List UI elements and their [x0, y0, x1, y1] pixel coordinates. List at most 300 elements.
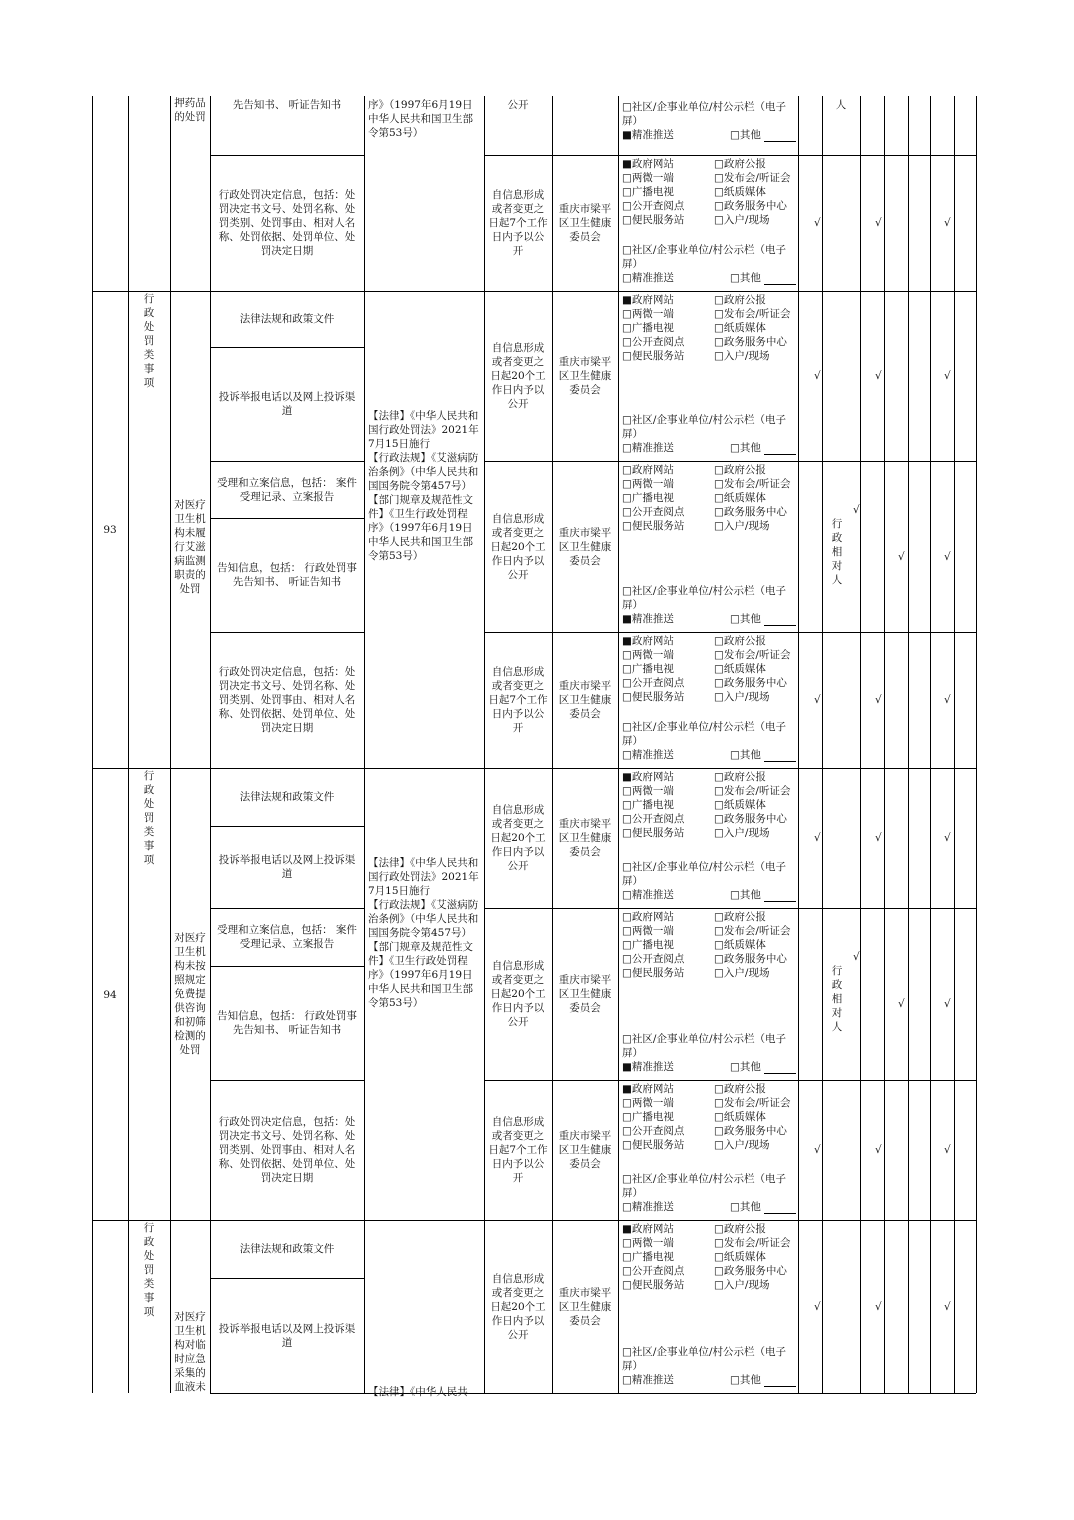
channel-tv: [622, 491, 674, 505]
channel-reading: [622, 676, 684, 690]
tick-mark: √: [814, 1144, 821, 1156]
checkbox-icon: □: [622, 308, 632, 320]
channel-tv: [622, 662, 674, 676]
channel-label: 便民服务站: [631, 1279, 685, 1291]
channel-board: [622, 413, 796, 441]
content-cell: [214, 768, 360, 826]
checkbox-icon: ■: [622, 294, 632, 306]
channel-label: 发布会/听证会: [723, 308, 791, 320]
channel-two-one: [622, 648, 674, 662]
channel-service-center: [714, 952, 787, 966]
checkbox-icon: □: [622, 861, 632, 873]
channel-push: [622, 1060, 674, 1074]
checkbox-icon: □: [622, 799, 632, 811]
legal-basis-text: 【法律】《中华人民共和国行政处罚法》2021年7月15日施行 【行政法规】《艾滋病防治条例》（中华人民共和国国务院令第457号） 【部门规章及规范性文件】《卫生行政处罚程序》（1997年6月19日中华人民共和国卫生部令第53号）: [368, 857, 479, 1009]
checkbox-icon: □: [622, 1201, 632, 1213]
channel-label: 政府网站: [631, 294, 674, 306]
channel-other: [730, 612, 761, 626]
item-name-tail-text: 押药品的处罚: [174, 97, 206, 123]
time-cell: [488, 908, 548, 1080]
tick-mark: √: [814, 832, 821, 844]
channel-label: 公开查阅点: [631, 813, 685, 825]
checkbox-icon: □: [622, 1279, 632, 1291]
checkbox-icon: □: [622, 925, 632, 937]
channel-label: 纸质媒体: [723, 186, 766, 198]
channel-label: 公开查阅点: [631, 1125, 685, 1137]
content-cell-decision-top: [216, 155, 358, 291]
content-cell: [214, 826, 360, 908]
other-underline: [764, 1213, 796, 1214]
channel-press: [714, 924, 790, 938]
channel-gov-gazette: [714, 463, 766, 477]
channel-gov-site: [622, 1082, 674, 1096]
channel-label: 政府公报: [723, 911, 766, 923]
content-cell-text: 行政处罚决定信息，包括：处罚决定书文号、处罚名称、处罚类别、处罚事由、相对人名称、处罚依据、处罚单位、处罚决定日期: [218, 666, 356, 734]
channel-label: 便民服务站: [631, 350, 685, 362]
time-cell: [488, 1220, 548, 1393]
checkbox-icon: ■: [622, 1223, 632, 1235]
channel-label: 政府公报: [723, 635, 766, 647]
channel-board: [622, 584, 796, 612]
channel-label: 政务服务中心: [723, 1125, 787, 1137]
channel-label: 其他: [739, 272, 761, 284]
channel-other: [730, 888, 761, 902]
checkbox-icon: □: [714, 350, 724, 362]
channel-service-station: [622, 690, 684, 704]
checkbox-icon: □: [714, 1279, 724, 1291]
channel-tv: [622, 1110, 674, 1124]
channel-tv: [622, 798, 674, 812]
content-cell: [216, 1080, 358, 1220]
channel-label: 两微一端: [631, 1237, 674, 1249]
channel-label: 便民服务站: [631, 967, 685, 979]
agency-cell: [556, 291, 614, 461]
checkbox-icon: □: [622, 336, 632, 348]
checkbox-icon: □: [714, 214, 724, 226]
channel-gov-gazette: [714, 770, 766, 784]
channel-gov-site: [622, 910, 674, 924]
tick-mark: √: [875, 1144, 882, 1156]
item-category: 行政处罚类事项: [143, 1222, 155, 1318]
checkbox-icon: □: [622, 827, 632, 839]
checkbox-icon: □: [714, 200, 724, 212]
channel-label: 社区/企事业单位/村公示栏（电子屏）: [622, 585, 786, 611]
channel-label: 社区/企事业单位/村公示栏（电子屏）: [622, 1033, 786, 1059]
channel-label: 政务服务中心: [723, 813, 787, 825]
channel-gov-site: [622, 293, 674, 307]
other-underline: [764, 141, 796, 142]
channel-other: [730, 748, 761, 762]
checkbox-icon: □: [622, 677, 632, 689]
channel-gov-gazette: [714, 634, 766, 648]
content-cell-text: 法律法规和政策文件: [239, 791, 335, 803]
channel-service-station: [622, 349, 684, 363]
checkbox-icon: □: [622, 939, 632, 951]
channel-push: [622, 748, 674, 762]
tick-mark: √: [853, 504, 860, 516]
checkbox-icon: □: [730, 613, 740, 625]
channel-paper: [714, 185, 766, 199]
tick-mark: √: [814, 217, 821, 229]
checkbox-icon: □: [622, 1139, 632, 1151]
channel-reading: [622, 335, 684, 349]
channel-label: 两微一端: [631, 649, 674, 661]
channel-label: 社区/企事业单位/村公示栏（电子屏）: [622, 861, 786, 887]
channel-other: [730, 1200, 761, 1214]
channel-label: 广播电视: [631, 663, 674, 675]
channel-other: [730, 128, 761, 142]
channel-label: 广播电视: [631, 799, 674, 811]
checkbox-icon: □: [622, 911, 632, 923]
content-cell: [214, 518, 360, 632]
channel-two-one: [622, 784, 674, 798]
checkbox-icon: □: [714, 478, 724, 490]
checkbox-icon: □: [730, 889, 740, 901]
channel-label: 广播电视: [631, 1111, 674, 1123]
channel-tv: [622, 938, 674, 952]
checkbox-icon: ■: [622, 635, 632, 647]
tick-mark: √: [944, 217, 951, 229]
channel-label: 广播电视: [631, 492, 674, 504]
content-cell-text: 投诉举报电话以及网上投诉渠道: [218, 1322, 356, 1349]
checkbox-icon: □: [622, 200, 632, 212]
agency-cell-text: 重庆市梁平区卫生健康委员会: [558, 1286, 612, 1327]
channel-reading: [622, 199, 684, 213]
channel-label: 政府公报: [723, 1083, 766, 1095]
checkbox-icon: □: [714, 1139, 724, 1151]
checkbox-icon: □: [714, 1125, 724, 1137]
channel-label: 其他: [739, 749, 761, 761]
tick-mark: √: [875, 370, 882, 382]
channel-onsite: [714, 690, 769, 704]
channel-paper: [714, 1250, 766, 1264]
checkbox-icon: □: [714, 294, 724, 306]
checkbox-icon: □: [730, 1201, 740, 1213]
checkbox-icon: □: [714, 1097, 724, 1109]
channel-label: 精准推送: [631, 442, 674, 454]
item-number-text: 94: [103, 989, 117, 1001]
channel-label: 其他: [739, 1061, 761, 1073]
channel-label: 其他: [739, 1374, 761, 1386]
channel-label: 精准推送: [631, 129, 674, 141]
checkbox-icon: □: [714, 939, 724, 951]
channel-label: 纸质媒体: [723, 939, 766, 951]
channel-label: 公开查阅点: [631, 506, 685, 518]
item-category: 行政处罚类事项: [143, 770, 155, 866]
channel-service-station: [622, 1138, 684, 1152]
channel-label: 入户/现场: [723, 214, 770, 226]
channel-push: [622, 1200, 674, 1214]
checkbox-icon: □: [730, 749, 740, 761]
checkbox-icon: □: [622, 272, 632, 284]
time-cell-top: [486, 98, 550, 112]
content-cell-top-text: 先告知书、 听证告知书: [232, 99, 342, 111]
checkbox-icon: □: [730, 1061, 740, 1073]
channel-press: [714, 1236, 790, 1250]
checkbox-icon: □: [714, 506, 724, 518]
checkbox-icon: □: [622, 967, 632, 979]
checkbox-icon: □: [622, 1111, 632, 1123]
item-name-text: 对医疗卫生机构未履行艾滋病监测职责的处罚: [174, 498, 206, 595]
time-cell-text: 自信息形成或者变更之日起20个工作日内予以公开: [490, 342, 546, 410]
channel-push: [622, 441, 674, 455]
subject-type: 行政相对人: [831, 965, 843, 1033]
checkbox-icon: □: [622, 492, 632, 504]
channel-service-station: [622, 519, 684, 533]
content-cell-text: 受理和立案信息，包括： 案件受理记录、立案报告: [217, 476, 357, 503]
checkbox-icon: □: [622, 1346, 632, 1358]
legal-basis: [368, 856, 482, 1010]
channel-label: 入户/现场: [723, 691, 770, 703]
channel-onsite: [714, 1138, 769, 1152]
content-cell: [216, 632, 358, 768]
channel-label: 政府公报: [723, 1223, 766, 1235]
channel-reading: [622, 505, 684, 519]
channel-label: 政务服务中心: [723, 336, 787, 348]
channel-label: 其他: [739, 613, 761, 625]
channel-service-station: [622, 213, 684, 227]
channel-two-one: [622, 477, 674, 491]
channel-label: 精准推送: [631, 272, 674, 284]
checkbox-icon: □: [622, 1265, 632, 1277]
channel-label: 两微一端: [631, 172, 674, 184]
channel-service-center: [714, 1264, 787, 1278]
other-underline: [764, 284, 796, 285]
channel-gov-site: [622, 463, 674, 477]
channel-service-station: [622, 966, 684, 980]
channel-label: 便民服务站: [631, 691, 685, 703]
checkbox-icon: □: [714, 308, 724, 320]
channel-paper: [714, 321, 766, 335]
agency-cell-text: 重庆市梁平区卫生健康委员会: [558, 526, 612, 567]
tick-mark: √: [875, 217, 882, 229]
content-cell: [214, 1220, 360, 1278]
checkbox-icon: □: [622, 1173, 632, 1185]
tick-mark: √: [944, 370, 951, 382]
tick-mark: √: [944, 832, 951, 844]
checkbox-icon: □: [622, 1097, 632, 1109]
agency-cell: [556, 155, 614, 291]
channel-onsite: [714, 213, 769, 227]
checkbox-icon: □: [622, 478, 632, 490]
content-cell: [214, 966, 360, 1080]
channel-label: 发布会/听证会: [723, 1097, 791, 1109]
channel-label: 其他: [739, 889, 761, 901]
checkbox-icon: □: [714, 771, 724, 783]
channel-label: 其他: [739, 129, 761, 141]
checkbox-icon: □: [622, 663, 632, 675]
channel-label: 纸质媒体: [723, 322, 766, 334]
checkbox-icon: □: [622, 214, 632, 226]
channel-label: 便民服务站: [631, 214, 685, 226]
channel-other: [730, 1060, 761, 1074]
checkbox-icon: □: [714, 785, 724, 797]
item-name-text: 对医疗卫生机构对临时应急采集的血液未: [174, 1310, 206, 1393]
time-cell-text: 自信息形成或者变更之日起20个工作日内予以公开: [490, 1272, 546, 1341]
channel-label: 其他: [739, 1201, 761, 1213]
channel-label: 发布会/听证会: [723, 172, 791, 184]
other-underline: [764, 625, 796, 626]
time-cell: [488, 461, 548, 632]
channel-label: 发布会/听证会: [723, 1237, 791, 1249]
channel-two-one: [622, 1236, 674, 1250]
checkbox-icon: □: [622, 172, 632, 184]
content-cell-text: 投诉举报电话以及网上投诉渠道: [218, 391, 356, 417]
checkbox-icon: □: [622, 1251, 632, 1263]
grid-line-horizontal: [210, 1393, 976, 1394]
channel-board: [622, 860, 796, 888]
channel-press: [714, 784, 790, 798]
channel-board: [622, 1032, 796, 1060]
checkbox-icon: □: [730, 272, 740, 284]
agency-cell-text: 重庆市梁平区卫生健康委员会: [558, 356, 612, 396]
checkbox-icon: □: [730, 1374, 740, 1386]
legal-basis-partial-text: 【法律】《中华人民共: [368, 1386, 468, 1398]
channel-label: 入户/现场: [723, 520, 770, 532]
legal-basis-text: 【法律】《中华人民共和国行政处罚法》2021年7月15日施行 【行政法规】《艾滋病防治条例》（中华人民共和国国务院令第457号） 【部门规章及规范性文件】《卫生行政处罚程序》（1997年6月19日中华人民共和国卫生部令第53号）: [368, 410, 479, 562]
checkbox-icon: □: [714, 663, 724, 675]
channel-gov-site: [622, 157, 674, 171]
channel-label: 政府公报: [723, 294, 766, 306]
channel-label: 纸质媒体: [723, 1111, 766, 1123]
checkbox-icon: □: [622, 691, 632, 703]
channel-service-station: [622, 1278, 684, 1292]
checkbox-icon: □: [714, 464, 724, 476]
channel-board: [622, 1172, 796, 1200]
channel-label: 社区/企事业单位/村公示栏（电子屏）: [622, 244, 786, 270]
agency-cell: [556, 632, 614, 768]
channel-service-center: [714, 1124, 787, 1138]
channel-two-one: [622, 307, 674, 321]
channel-service-center: [714, 505, 787, 519]
channel-label: 社区/企事业单位/村公示栏（电子屏）: [622, 414, 786, 440]
content-cell-text: 法律法规和政策文件: [239, 1243, 335, 1255]
tick-mark: √: [853, 951, 860, 963]
channel-label: 社区/企事业单位/村公示栏（电子屏）: [622, 721, 786, 747]
channel-press: [714, 1096, 790, 1110]
channel-label: 政府网站: [631, 635, 674, 647]
checkbox-icon: □: [622, 101, 632, 113]
tick-mark: √: [875, 832, 882, 844]
channel-label: 政府公报: [723, 464, 766, 476]
content-cell: [214, 461, 360, 518]
channel-label: 社区/企事业单位/村公示栏（电子屏）: [622, 1173, 786, 1199]
channel-label: 政府网站: [631, 464, 674, 476]
tick-mark: √: [944, 550, 951, 563]
checkbox-icon: ■: [622, 771, 632, 783]
checkbox-icon: □: [714, 677, 724, 689]
channel-press: [714, 171, 790, 185]
agency-cell: [556, 1220, 614, 1393]
checkbox-icon: □: [714, 1237, 724, 1249]
channel-label: 政府网站: [631, 158, 674, 170]
channel-label: 公开查阅点: [631, 953, 685, 965]
time-cell-text: 自信息形成或者变更之日起7个工作日内予以公开: [488, 189, 548, 257]
channel-other: [730, 441, 761, 455]
other-underline: [764, 1386, 796, 1387]
checkbox-icon: □: [714, 649, 724, 661]
channel-gov-gazette: [714, 157, 766, 171]
channel-tv: [622, 1250, 674, 1264]
checkbox-icon: □: [714, 813, 724, 825]
channel-label: 便民服务站: [631, 827, 685, 839]
basis-tail: [368, 98, 482, 140]
channel-service-center: [714, 199, 787, 213]
content-cell-text: 行政处罚决定信息，包括：处罚决定书文号、处罚名称、处罚类别、处罚事由、相对人名称、处罚依据、处罚单位、处罚决定日期: [218, 1116, 356, 1184]
item-number-text: 93: [103, 524, 117, 536]
checkbox-icon: □: [714, 322, 724, 334]
channel-reading: [622, 812, 684, 826]
checkbox-icon: □: [622, 244, 632, 256]
checkbox-icon: □: [622, 1374, 632, 1386]
checkbox-icon: □: [622, 506, 632, 518]
channel-label: 两微一端: [631, 1097, 674, 1109]
checkbox-icon: □: [730, 442, 740, 454]
checkbox-icon: □: [714, 1083, 724, 1095]
checkbox-icon: □: [714, 336, 724, 348]
channel-gov-site: [622, 770, 674, 784]
checkbox-icon: □: [622, 1237, 632, 1249]
channel-board: [622, 100, 796, 128]
content-cell-text: 告知信息，包括： 行政处罚事先告知书、 听证告知书: [217, 562, 357, 588]
content-cell: [214, 291, 360, 347]
channel-paper: [714, 798, 766, 812]
checkbox-icon: □: [622, 520, 632, 532]
tick-mark: √: [898, 550, 905, 563]
agency-cell: [556, 461, 614, 632]
time-cell: [488, 1080, 548, 1220]
channel-label: 入户/现场: [723, 1139, 770, 1151]
other-underline: [764, 1073, 796, 1074]
checkbox-icon: □: [714, 186, 724, 198]
channel-label: 政务服务中心: [723, 506, 787, 518]
agency-cell-text: 重庆市梁平区卫生健康委员会: [558, 680, 612, 720]
channel-label: 发布会/听证会: [723, 478, 791, 490]
checkbox-icon: □: [714, 691, 724, 703]
channel-label: 广播电视: [631, 939, 674, 951]
item-category: 行政处罚类事项: [143, 293, 155, 389]
channel-label: 精准推送: [631, 1374, 674, 1386]
channel-label: 政务服务中心: [723, 953, 787, 965]
checkbox-icon: □: [622, 414, 632, 426]
tick-mark: √: [875, 694, 882, 706]
channel-paper: [714, 491, 766, 505]
item-number: [92, 523, 128, 537]
legal-basis: [368, 409, 482, 563]
tick-mark: √: [875, 1300, 882, 1313]
checkbox-icon: □: [714, 925, 724, 937]
channel-label: 入户/现场: [723, 967, 770, 979]
channel-push: [622, 271, 674, 285]
channel-reading: [622, 1124, 684, 1138]
channel-label: 广播电视: [631, 322, 674, 334]
channel-press: [714, 648, 790, 662]
time-cell-top-text: 公开: [507, 99, 529, 111]
checkbox-icon: □: [622, 813, 632, 825]
time-cell-text: 自信息形成或者变更之日起20个工作日内予以公开: [490, 960, 546, 1028]
channel-label: 发布会/听证会: [723, 785, 791, 797]
subject-type: 行政相对人: [831, 518, 843, 586]
channel-label: 纸质媒体: [723, 1251, 766, 1263]
checkbox-icon: ■: [622, 158, 632, 170]
checkbox-icon: ■: [622, 1083, 632, 1095]
channel-two-one: [622, 1096, 674, 1110]
content-cell-top: [214, 98, 360, 112]
channel-tv: [622, 185, 674, 199]
checkbox-icon: □: [730, 129, 740, 141]
checkbox-icon: □: [714, 158, 724, 170]
channel-two-one: [622, 924, 674, 938]
